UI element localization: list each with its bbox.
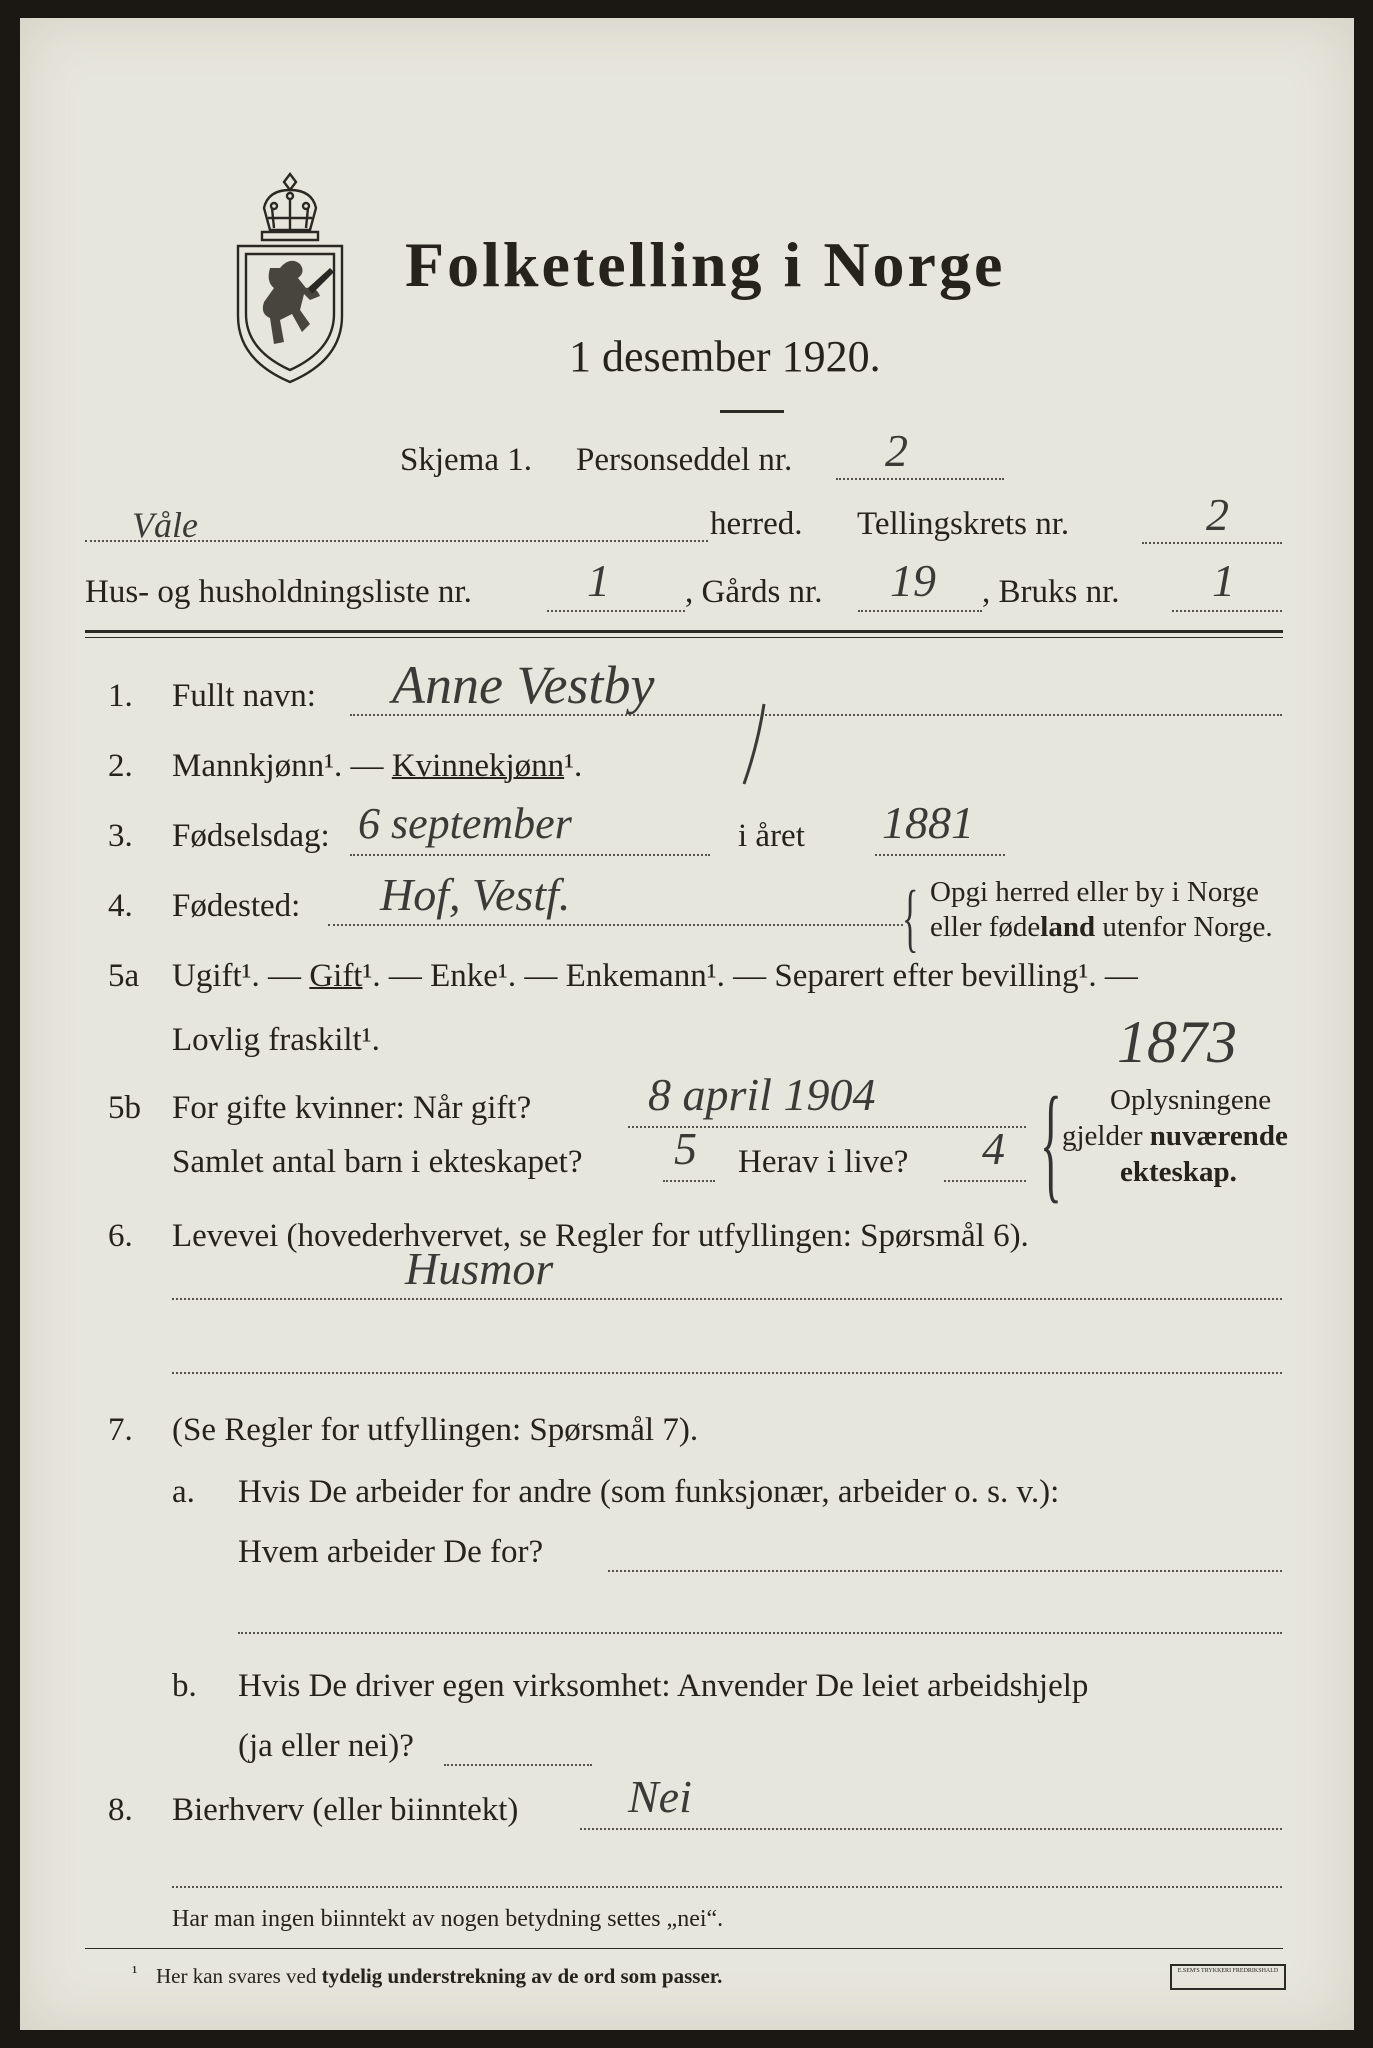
q8-number: 8. [108, 1792, 133, 1828]
hus-label: Hus- og husholdningsliste nr. [85, 574, 472, 610]
footnote-text [156, 1964, 722, 1989]
gards-line [858, 610, 982, 612]
q6-label: Levevei (hovederhvervet, se Regler for utfyllingen: Spørsmål 6). [172, 1218, 1029, 1254]
census-form-page [20, 18, 1354, 2030]
q6-number: 6. [108, 1218, 133, 1254]
footnote-plain: Her kan svares ved [156, 1964, 322, 1988]
q3-year-value: 1881 [882, 797, 974, 848]
herred-label: herred. [710, 506, 803, 542]
q4-number: 4. [108, 888, 133, 924]
title-divider [720, 410, 784, 413]
q5b-marriage-date-value: 8 april 1904 [648, 1069, 876, 1120]
q7a-line2 [238, 1632, 1282, 1634]
q5b-note-line3: ekteskap. [1120, 1156, 1237, 1188]
q7-label: (Se Regler for utfyllingen: Spørsmål 7). [172, 1412, 699, 1448]
herred-value: Våle [132, 505, 198, 545]
q5b-alive-label: Herav i live? [738, 1144, 909, 1180]
q5a-ugift: Ugift¹. — [172, 958, 310, 994]
q2-gender [172, 748, 582, 785]
q7b-line [444, 1764, 592, 1766]
q3-aaret-label: i året [738, 818, 805, 854]
q8-line [580, 1828, 1282, 1830]
tellingskrets-label: Tellingskrets nr. [857, 506, 1070, 542]
q5a-number: 5a [108, 958, 140, 994]
q4-label: Fødested: [172, 888, 301, 924]
q4-note-line1: Opgi herred eller by i Norge [930, 876, 1259, 908]
printer-stamp: E.SEM'S TRYKKERI FREDRIKSHALD [1170, 1964, 1286, 1990]
q4-note-line2 [930, 911, 1273, 944]
q8-line2 [172, 1886, 1282, 1888]
q4-brace: { [902, 876, 919, 960]
q5b-brace: { [1040, 1071, 1062, 1215]
q7a-number: a. [172, 1474, 195, 1510]
q7a-label: Hvis De arbeider for andre (som funksjonær, arbeider o. s. v.): [238, 1474, 1060, 1510]
q2-footnote-mark: ¹. [564, 748, 583, 784]
q2-number: 2. [108, 748, 133, 784]
q5b-alive-value: 4 [982, 1123, 1005, 1174]
header-rule-thin [85, 637, 1283, 638]
personseddel-value: 2 [885, 425, 908, 476]
personseddel-label: Personseddel nr. [576, 442, 793, 478]
q7b-label: Hvis De driver egen virksomhet: Anvender De leiet arbeidshjelp [238, 1668, 1089, 1704]
q7a-line1 [608, 1570, 1282, 1572]
q5a-marital [172, 958, 1138, 995]
q3-birthday-value: 6 september [358, 799, 572, 848]
tellingskrets-line [1142, 542, 1282, 544]
bruks-label: , Bruks nr. [982, 574, 1120, 610]
q2-kvinnekjonn-underlined: Kvinnekjønn [391, 748, 565, 784]
q5b-children-label: Samlet antal barn i ekteskapet? [172, 1144, 583, 1180]
header-rule-thick [85, 630, 1283, 633]
q5b-note-line2 [1062, 1120, 1288, 1153]
q5b-children-value: 5 [674, 1123, 697, 1174]
q6-occupation-value: Husmor [405, 1243, 554, 1294]
q5b-label: For gifte kvinner: Når gift? [172, 1090, 532, 1126]
gards-label: , Gårds nr. [685, 574, 823, 610]
q5b-note-line1: Oplysningene [1110, 1084, 1272, 1116]
q3-year-line [875, 854, 1005, 856]
q5a-rest: ¹. — Enke¹. — Enkemann¹. — Separert efter bevilling¹. — [362, 958, 1138, 994]
footer-note: Har man ingen biinntekt av nogen betydning settes „nei“. [172, 1906, 724, 1932]
q1-label: Fullt navn: [172, 678, 316, 714]
q7a-label2: Hvem arbeider De for? [238, 1534, 544, 1570]
q5b-alive-line [944, 1180, 1026, 1182]
personseddel-line [836, 478, 1004, 480]
footnote-bold: tydelig understrekning av de ord som passer. [321, 1964, 723, 1988]
q8-side-income-value: Nei [628, 1771, 692, 1822]
coat-of-arms-icon [228, 168, 352, 388]
q8-label: Bierhverv (eller biinntekt) [172, 1792, 519, 1828]
handwritten-mark [720, 698, 780, 798]
q1-number: 1. [108, 678, 133, 714]
margin-note-1873: 1873 [1117, 1009, 1237, 1075]
q5b-note-bold: nuværende [1149, 1120, 1288, 1152]
footnote-number: ¹ [132, 1962, 138, 1982]
hus-line [547, 610, 685, 612]
bruks-value: 1 [1212, 555, 1235, 606]
bruks-line [1172, 610, 1282, 612]
gards-value: 19 [890, 555, 936, 606]
form-date: 1 desember 1920. [569, 332, 881, 381]
form-title: Folketelling i Norge [405, 229, 1006, 300]
q7b-label2: (ja eller nei)? [238, 1728, 414, 1764]
q2-mannkjonn: Mannkjønn¹. — [172, 748, 392, 784]
hus-value: 1 [587, 555, 610, 606]
q4-line [328, 924, 903, 926]
q3-date-line [350, 854, 710, 856]
q5a-gift-underlined: Gift [309, 958, 363, 994]
skjema-label: Skjema 1. [400, 442, 532, 478]
q5b-note-text: gjelder [1062, 1120, 1150, 1152]
q7b-number: b. [172, 1668, 197, 1704]
q4-birthplace-value: Hof, Vestf. [380, 869, 571, 920]
q3-number: 3. [108, 818, 133, 854]
q4-note-tail: utenfor Norge. [1095, 911, 1273, 943]
q6-line2 [172, 1372, 1282, 1374]
q6-line1 [172, 1298, 1282, 1300]
q5b-children-line [663, 1180, 715, 1182]
q3-label: Fødselsdag: [172, 818, 330, 854]
q7-number: 7. [108, 1412, 133, 1448]
q4-note-bold: land [1040, 911, 1096, 943]
tellingskrets-value: 2 [1206, 489, 1229, 540]
footer-rule [85, 1948, 1283, 1949]
q1-full-name-value: Anne Vestby [392, 655, 655, 715]
q4-note-text: eller føde [930, 911, 1041, 943]
q5b-number: 5b [108, 1090, 141, 1126]
q5a-line2: Lovlig fraskilt¹. [172, 1022, 380, 1058]
